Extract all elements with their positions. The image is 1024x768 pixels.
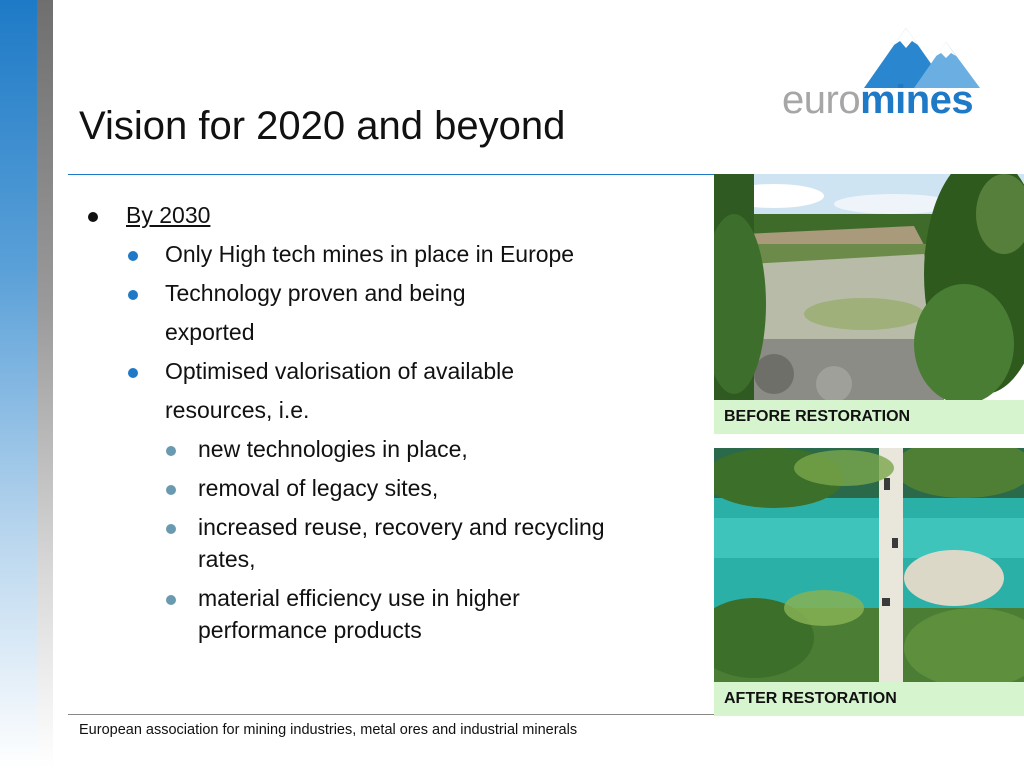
bullet-technology-proven-line2: exported bbox=[165, 319, 255, 345]
bullet-dot bbox=[166, 524, 176, 534]
sub-bullet-new-technologies: new technologies in place, bbox=[198, 436, 468, 462]
bullet-dot bbox=[166, 446, 176, 456]
bullet-dot bbox=[128, 251, 138, 261]
sub-bullet-efficiency-line1: material efficiency use in higher bbox=[198, 585, 520, 611]
bullet-technology-proven-line1: Technology proven and being bbox=[165, 280, 466, 306]
after-restoration-photo bbox=[714, 448, 1024, 682]
logo-text-mines: mines bbox=[860, 78, 974, 122]
logo-text-euro: euro bbox=[782, 78, 861, 122]
bullet-dot bbox=[88, 212, 98, 222]
before-restoration-photo bbox=[714, 174, 1024, 400]
bullet-dot bbox=[166, 485, 176, 495]
after-restoration-caption: AFTER RESTORATION bbox=[714, 682, 1024, 716]
bullet-high-tech-mines: Only High tech mines in place in Europe bbox=[165, 241, 575, 267]
sub-bullet-efficiency-line2: performance products bbox=[198, 617, 422, 643]
bullet-dot bbox=[128, 368, 138, 378]
before-restoration-caption: BEFORE RESTORATION bbox=[714, 400, 1024, 434]
bullet-by-2030: By 2030 bbox=[126, 202, 211, 228]
sub-bullet-legacy-sites: removal of legacy sites, bbox=[198, 475, 439, 501]
slide-title: Vision for 2020 and beyond bbox=[79, 104, 566, 148]
bullet-optimised-line1: Optimised valorisation of available bbox=[165, 358, 515, 384]
sub-bullet-reuse-line2: rates, bbox=[198, 546, 256, 572]
bullet-dot bbox=[166, 595, 176, 605]
footer-text: European association for mining industries, metal ores and industrial minerals bbox=[79, 722, 578, 738]
footer-divider bbox=[68, 714, 714, 715]
euromines-logo bbox=[782, 28, 994, 120]
sub-bullet-reuse-line1: increased reuse, recovery and recycling bbox=[198, 514, 605, 540]
bullet-optimised-line2: resources, i.e. bbox=[165, 397, 310, 423]
bullet-dot bbox=[128, 290, 138, 300]
